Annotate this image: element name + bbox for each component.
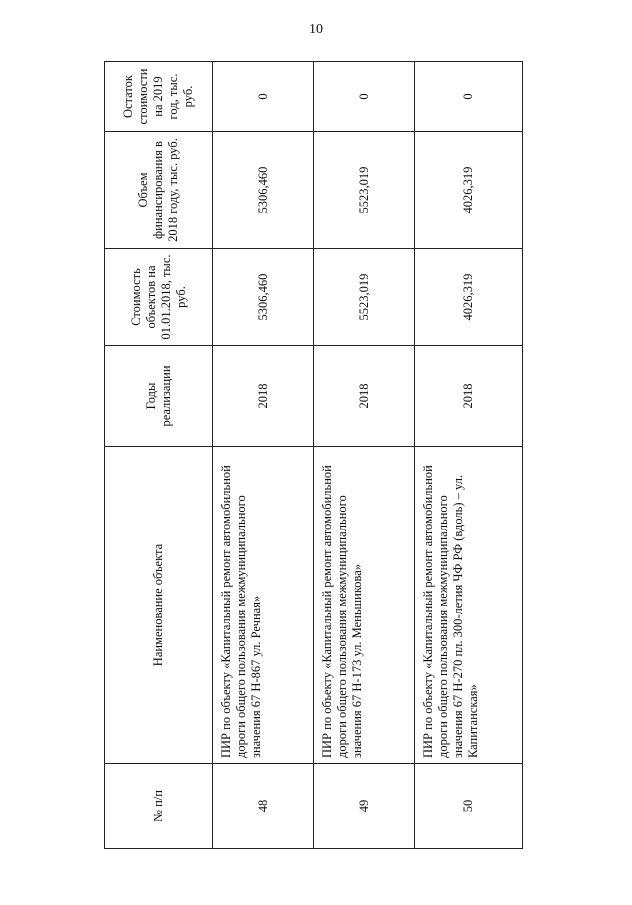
row-num: 49 <box>314 764 415 849</box>
table-row <box>314 62 415 849</box>
row-years: 2018 <box>213 346 314 447</box>
table-row <box>213 62 314 849</box>
row-num: 48 <box>213 764 314 849</box>
row-cost: 5523,019 <box>314 249 415 346</box>
page-number: 10 <box>309 22 323 37</box>
header-num: № п/п <box>105 764 213 849</box>
header-remainder: Остаток стоимости на 2019 год, тыс. руб. <box>105 62 213 132</box>
row-cost: 5306,460 <box>213 249 314 346</box>
row-years: 2018 <box>314 346 415 447</box>
table-container <box>104 62 522 849</box>
row-years: 2018 <box>415 346 523 447</box>
row-name: ПИР по объекту «Капитальный ремонт автомобильной дороги общего пользования межмуниципального значения 67 Н-270 пл. 300-летия ЧФ РФ (вдоль) – ул. Капитанская» <box>415 447 523 764</box>
table-rotated-wrapper <box>104 62 522 849</box>
table-header-row <box>105 62 213 849</box>
header-financing: Объем финансирования в 2018 году, тыс. руб. <box>105 132 213 249</box>
row-cost: 4026,319 <box>415 249 523 346</box>
row-num: 50 <box>415 764 523 849</box>
header-name: Наименование объекта <box>105 447 213 764</box>
row-name: ПИР по объекту «Капитальный ремонт автомобильной дороги общего пользования межмуниципального значения 67 Н-173 ул. Меньшикова» <box>314 447 415 764</box>
financing-table <box>104 61 523 849</box>
row-name: ПИР по объекту «Капитальный ремонт автомобильной дороги общего пользования межмуниципального значения 67 Н-867 ул. Речная» <box>213 447 314 764</box>
row-financing: 4026,319 <box>415 132 523 249</box>
header-years: Годы реализации <box>105 346 213 447</box>
row-remainder: 0 <box>415 62 523 132</box>
row-remainder: 0 <box>213 62 314 132</box>
table-row <box>415 62 523 849</box>
row-financing: 5306,460 <box>213 132 314 249</box>
row-financing: 5523,019 <box>314 132 415 249</box>
row-remainder: 0 <box>314 62 415 132</box>
header-cost: Стоимость объектов на 01.01.2018, тыс. руб. <box>105 249 213 346</box>
